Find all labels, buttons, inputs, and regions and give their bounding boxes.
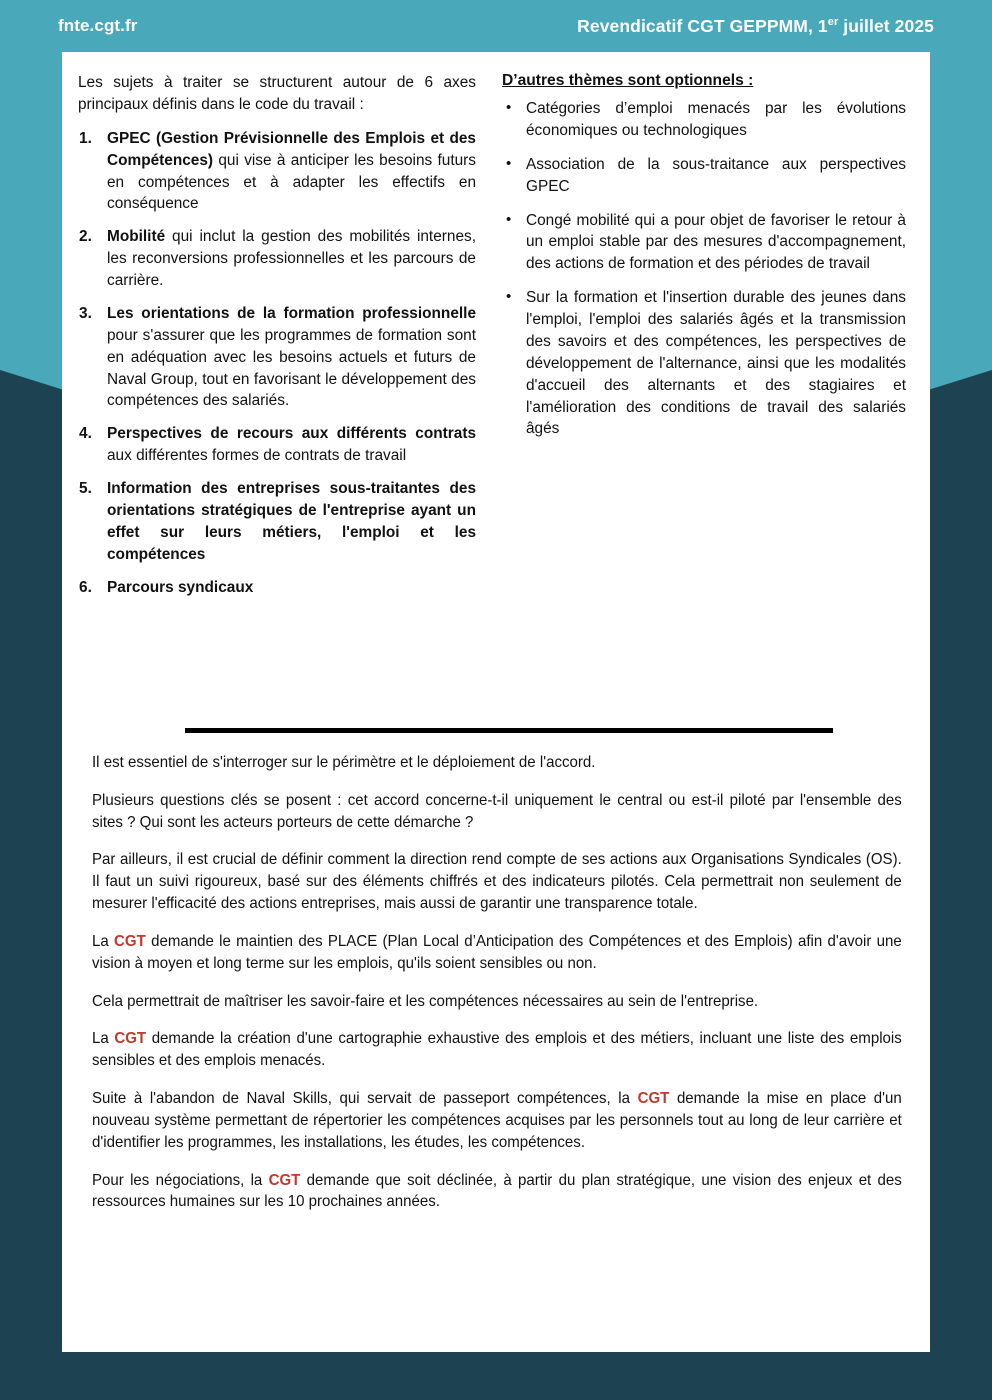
optional-theme-item: • Sur la formation et l'insertion durable des jeunes dans l'emploi, l'emploi des salariés âgés et la transmission des savoirs et des compétences, les perspectives de développement de l'alternance, ainsi que les modalités d'accueil des alternants et des stagiaires et l'amélioration des conditions de travail des salariés âgés — [502, 287, 906, 440]
left-column — [62, 52, 494, 609]
header-title — [577, 16, 934, 37]
axis-item-title: Perspectives de recours aux différents contrats — [107, 425, 476, 443]
paragraph-text: Pour les négociations, la — [92, 1171, 269, 1189]
paragraph-text: Cela permettrait de maîtriser les savoir-faire et les compétences nécessaires au sein de l'entreprise. — [92, 992, 759, 1010]
commentary-paragraph — [92, 991, 902, 1013]
cgt-accent-text: CGT — [637, 1090, 670, 1108]
cgt-accent-text: CGT — [114, 932, 146, 950]
axis-item — [78, 226, 476, 292]
bottom-navy-band — [0, 1352, 992, 1400]
right-column — [494, 52, 930, 609]
axis-item-title: Mobilité — [107, 228, 166, 246]
commentary-paragraph — [92, 790, 902, 834]
axis-item-description: pour s'assurer que les programmes de formation sont en adéquation avec les besoins actuels et futurs de Naval Group, tout en favorisant le développement des compétences des salariés. — [107, 326, 476, 410]
paragraph-text: Plusieurs questions clés se posent : cet accord concerne-t-il uniquement le central ou est-il piloté par l'ensemble des sites ? Qui sont les acteurs porteurs de cette démarche ? — [92, 791, 902, 831]
content-sheet — [62, 52, 930, 1352]
header-title-prefix: Revendicatif CGT GEPPMM, 1 — [577, 15, 828, 36]
optional-themes-list — [502, 98, 906, 440]
header-title-suffix: juillet 2025 — [838, 15, 934, 36]
axis-item-title: GPEC (Gestion Prévisionnelle des Emplois et des Compétences) — [107, 129, 476, 169]
commentary-paragraph — [92, 1028, 902, 1072]
commentary-paragraph — [92, 1170, 902, 1214]
optional-theme-item: • Congé mobilité qui a pour objet de favoriser le retour à un emploi stable par des mesures d'accompagnement, des actions de formation et des périodes de travail — [502, 210, 906, 276]
paragraph-text: demande la création d'une cartographie exhaustive des emplois et des métiers, incluant une liste des emplois sensibles et des emplois menacés. — [92, 1030, 902, 1070]
paragraph-text: Suite à l'abandon de Naval Skills, qui servait de passeport compétences, la — [92, 1090, 638, 1108]
axis-item — [78, 128, 476, 216]
axes-list — [78, 128, 476, 599]
axis-item — [78, 478, 476, 566]
commentary-paragraph — [92, 752, 902, 774]
cgt-accent-text: CGT — [268, 1171, 301, 1189]
axis-item-description: qui inclut la gestion des mobilités internes, les reconversions professionnelles et les parcours de carrière. — [107, 228, 476, 289]
top-two-column-region — [62, 52, 930, 609]
paragraph-text: Il est essentiel de s'interroger sur le périmètre et le déploiement de l'accord. — [92, 754, 596, 771]
axis-item-description: aux différentes formes de contrats de travail — [107, 447, 407, 465]
paragraph-text: La — [92, 932, 115, 950]
axis-item-title: Les orientations de la formation professionnelle — [107, 304, 476, 322]
paragraph-text: demande la mise en place d'un nouveau système permettant de répertorier les compétences acquises par les personnels tout au long de leur carrière et d'identifier les programmes, les installations, les études, les compétences. — [92, 1090, 902, 1151]
section-divider — [185, 728, 833, 733]
paragraph-text: La — [92, 1030, 115, 1048]
commentary-paragraph — [92, 1088, 902, 1153]
axis-item-description: qui vise à anticiper les besoins futurs en compétences et à adapter les effectifs en conséquence — [107, 151, 476, 213]
optional-themes-heading: D’autres thèmes sont optionnels : — [502, 72, 754, 89]
paragraph-text: demande que soit déclinée, à partir du plan stratégique, une vision des enjeux et des ressources humaines sur les 10 prochaines années. — [92, 1171, 902, 1211]
header-title-ordinal-suffix: er — [827, 15, 839, 28]
cgt-accent-text: CGT — [114, 1030, 147, 1048]
axis-item-title: Information des entreprises sous-traitantes des orientations stratégiques de l'entreprise ayant un effet sur leurs métiers, l'emploi et les compétences — [107, 480, 476, 563]
optional-theme-item: • Catégories d’emploi menacés par les évolutions économiques ou technologiques — [502, 98, 906, 142]
page-header — [0, 0, 992, 52]
axis-item — [78, 423, 476, 467]
commentary-paragraph — [92, 931, 902, 975]
axis-item — [78, 577, 476, 599]
optional-theme-item: • Association de la sous-traitance aux perspectives GPEC — [502, 154, 906, 198]
paragraph-text: demande le maintien des PLACE (Plan Local d’Anticipation des Compétences et des Emplois) afin d'avoir une vision à moyen et long terme sur les emplois, qu'ils soient sensibles ou non. — [92, 932, 902, 972]
header-site-url: fnte.cgt.fr — [58, 16, 138, 35]
intro-paragraph: Les sujets à traiter se structurent autour de 6 axes principaux définis dans le code du travail : — [78, 74, 476, 113]
paragraph-text: Par ailleurs, il est crucial de définir comment la direction rend compte de ses actions aux Organisations Syndicales (OS). Il faut un suivi rigoureux, basé sur des éléments chiffrés et des indicateurs pilotés. Cela permettrait non seulement de mesurer l'efficacité des actions entreprises, mais aussi de garantir une transparence totale. — [92, 851, 902, 913]
axis-item-title: Parcours syndicaux — [107, 578, 254, 596]
lower-commentary-section — [92, 752, 904, 1213]
commentary-paragraph — [92, 849, 902, 914]
axis-item — [78, 303, 476, 412]
